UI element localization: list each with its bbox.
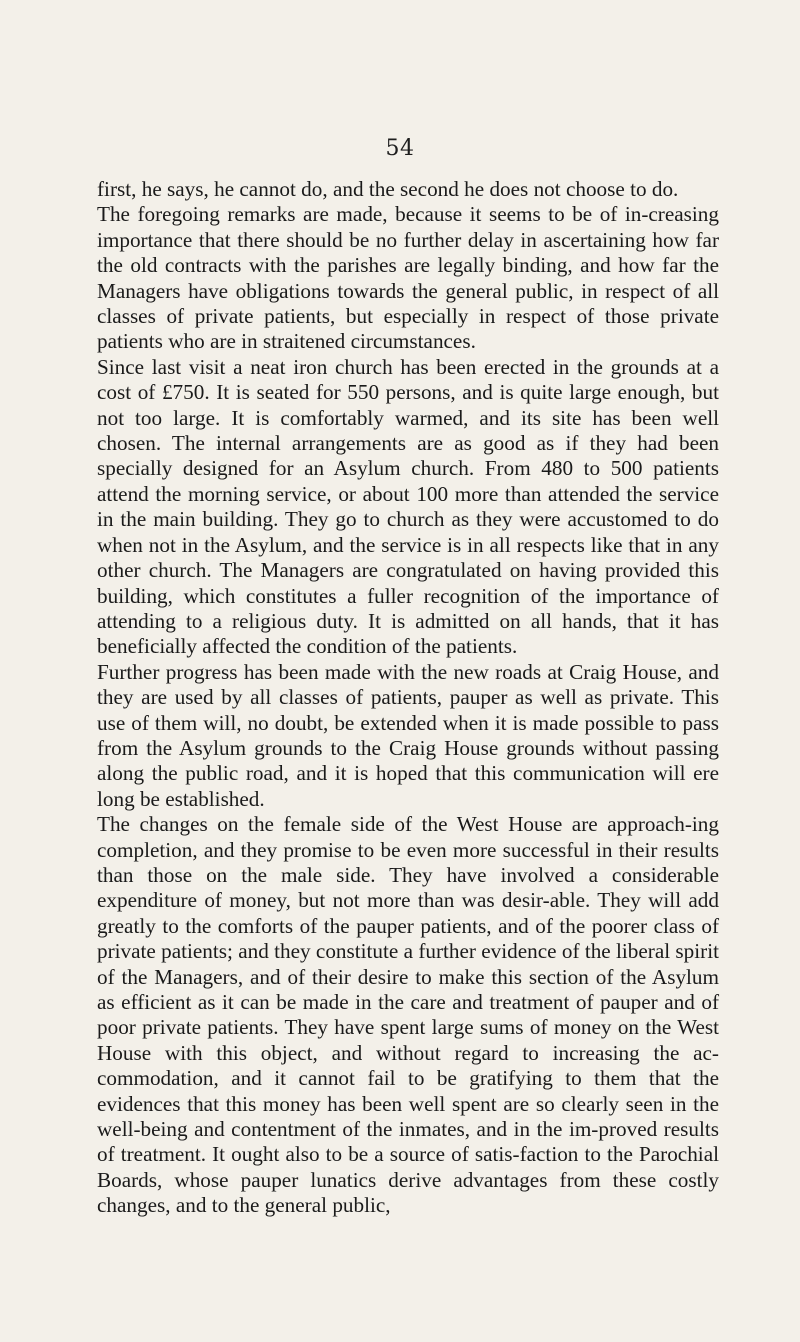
- paragraph-continuation: first, he says, he cannot do, and the second he does not choose to do.: [97, 177, 679, 201]
- body-text: [97, 177, 719, 1219]
- paragraph-west-house: The changes on the female side of the West House are approach-ing completion, and they promise to be even more successful in their results than those on the male side. They have involved a considerable expenditure of money, but not more than was desir-able. They will add greatly to the comforts of the pauper patients, and of the poorer class of private patients; and they constitute a further evidence of the liberal spirit of the Managers, and of their desire to make this section of the Asylum as efficient as it can be made in the care and treatment of pauper and of poor private patients. They have spent large sums of money on the West House with this object, and without regard to increasing the ac-commodation, and it cannot fail to be gratifying to them that the evidences that this money has been well spent are so clearly seen in the well-being and contentment of the inmates, and in the im-proved results of treatment. It ought also to be a source of satis-faction to the Parochial Boards, whose pauper lunatics derive advantages from these costly changes, and to the general public,: [97, 812, 719, 1218]
- paragraph-roads: Further progress has been made with the new roads at Craig House, and they are used by all classes of patients, pauper as well as private. This use of them will, no doubt, be extended when it is made possible to pass from the Asylum grounds to the Craig House grounds without passing along the public road, and it is hoped that this communication will ere long be established.: [97, 659, 719, 811]
- page-number: 54: [385, 136, 415, 161]
- paragraph-church: Since last visit a neat iron church has been erected in the grounds at a cost of £750. It is seated for 550 persons, and is quite large enough, but not too large. It is comfortably warmed, and its site has been well chosen. The internal arrangements are as good as if they had been specially designed for an Asylum church. From 480 to 500 patients attend the morning service, or about 100 more than attended the service in the main building. They go to church as they were accustomed to do when not in the Asylum, and the service is in all respects like that in any other church. The Managers are congratulated on having provided this building, which constitutes a fuller recognition of the importance of attending to a religious duty. It is admitted on all hands, that it has beneficially affected the condition of the patients.: [97, 354, 719, 659]
- paragraph-contracts: The foregoing remarks are made, because it seems to be of in-creasing importance that there should be no further delay in ascertaining how far the old contracts with the parishes are legally binding, and how far the Managers have obligations towards the general public, in respect of all classes of private patients, but especially in respect of those private patients who are in straitened circumstances.: [97, 202, 719, 354]
